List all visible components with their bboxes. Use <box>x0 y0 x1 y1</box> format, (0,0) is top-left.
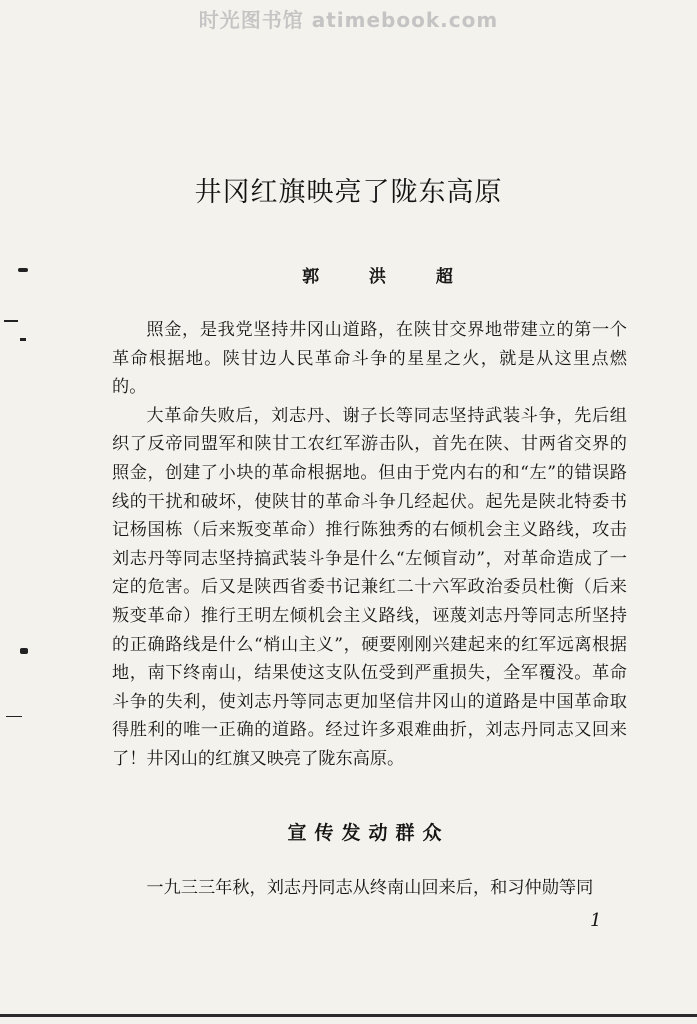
scan-mark <box>6 716 22 717</box>
paragraph-2: 大革命失败后，刘志丹、谢子长等同志坚持武装斗争，先后组织了反帝同盟军和陕甘工农红军游击队，首先在陕、甘两省交界的照金，创建了小块的革命根据地。但由于党内右的和“左”的错误路线的干扰和破坏，使陕甘的革命斗争几经起伏。起先是陕北特委书记杨国栋（后来叛变革命）推行陈独秀的右倾机会主义路线，攻击刘志丹等同志坚持搞武装斗争是什么“左倾盲动”，对革命造成了一定的危害。后又是陕西省委书记兼红二十六军政治委员杜衡（后来叛变革命）推行王明左倾机会主义路线，诬蔑刘志丹等同志所坚持的正确路线是什么“梢山主义”，硬要刚刚兴建起来的红军远离根据地，南下终南山，结果使这支队伍受到严重损失，全军覆没。革命斗争的失利，使刘志丹等同志更加坚信井冈山的道路是中国革命取得胜利的唯一正确的道路。经过许多艰难曲折，刘志丹同志又回来了！井冈山的红旗又映亮了陇东高原。 <box>112 405 627 769</box>
scan-mark <box>20 648 28 654</box>
page-number: 1 <box>590 910 602 931</box>
article-body <box>112 316 627 774</box>
paragraph-1: 照金，是我党坚持井冈山道路，在陕甘交界地带建立的第一个革命根据地。陕甘边人民革命斗争的星星之火，就是从这里点燃的。 <box>112 320 627 398</box>
author-name: 郭 洪 超 <box>302 267 475 287</box>
paragraph-3: 一九三三年秋，刘志丹同志从终南山回来后，和习仲勋等同 <box>146 878 594 898</box>
article-title: 井冈红旗映亮了陇东高原 <box>194 177 503 208</box>
scan-mark <box>4 320 18 322</box>
bottom-rule <box>0 1014 697 1017</box>
section-heading: 宣传发动群众 <box>287 822 450 844</box>
watermark: 时光图书馆 atimebook.com <box>198 8 499 32</box>
scan-mark <box>20 338 26 341</box>
scan-mark <box>18 268 28 272</box>
